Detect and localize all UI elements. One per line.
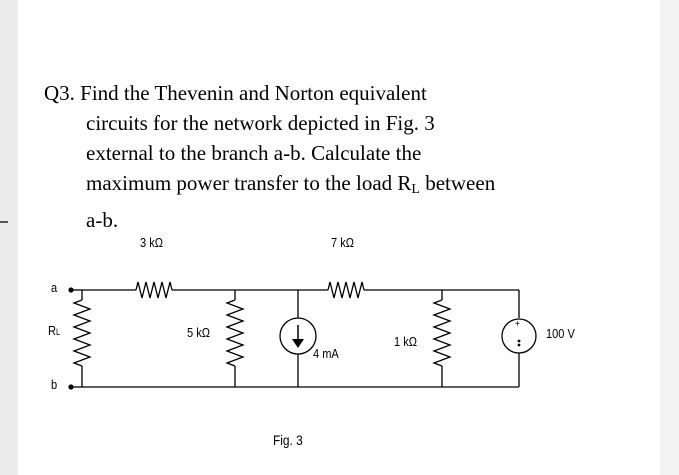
voltage-minus-dot-1 — [518, 340, 521, 343]
figure-caption: Fig. 3 — [273, 432, 303, 448]
resistor-1k-label: 1 kΩ — [394, 334, 418, 349]
resistor-1k-zigzag — [434, 300, 450, 366]
load-resistor-label — [48, 323, 60, 338]
resistor-3k-label: 3 kΩ — [140, 235, 164, 250]
current-source-label: 4 mA — [313, 346, 339, 361]
load-subscript: L — [411, 182, 420, 197]
question-line-5: a-b. — [86, 208, 119, 232]
question-line-4-post: between — [419, 171, 496, 195]
resistor-rl-zigzag — [74, 300, 90, 366]
voltage-source-label: 100 V — [546, 326, 575, 341]
resistor-5k-zigzag — [227, 300, 243, 366]
question-line-2: circuits for the network depicted in Fig. 3 — [86, 111, 435, 135]
question-line-3: external to the branch a-b. Calculate the — [86, 141, 422, 165]
terminal-a-node — [68, 287, 73, 292]
node-b-label: b — [51, 377, 58, 392]
resistor-7k-zigzag — [328, 282, 364, 298]
voltage-plus-label: + — [515, 319, 520, 330]
question-number: Q3. — [44, 81, 75, 105]
voltage-minus-dot-2 — [518, 344, 521, 347]
current-arrow-head — [292, 339, 304, 348]
question-line-1-text: Find the Thevenin and Norton equivalent — [80, 81, 427, 105]
load-resistor-subscript: L — [55, 327, 61, 337]
question-line-4-pre: maximum power transfer to the load R — [86, 171, 412, 195]
resistor-7k-label: 7 kΩ — [331, 235, 355, 250]
terminal-b-node — [68, 384, 73, 389]
load-resistor-symbol: R — [48, 323, 56, 338]
resistor-5k-label: 5 kΩ — [187, 325, 211, 340]
node-a-label: a — [51, 280, 58, 295]
resistor-3k-zigzag — [136, 282, 172, 298]
